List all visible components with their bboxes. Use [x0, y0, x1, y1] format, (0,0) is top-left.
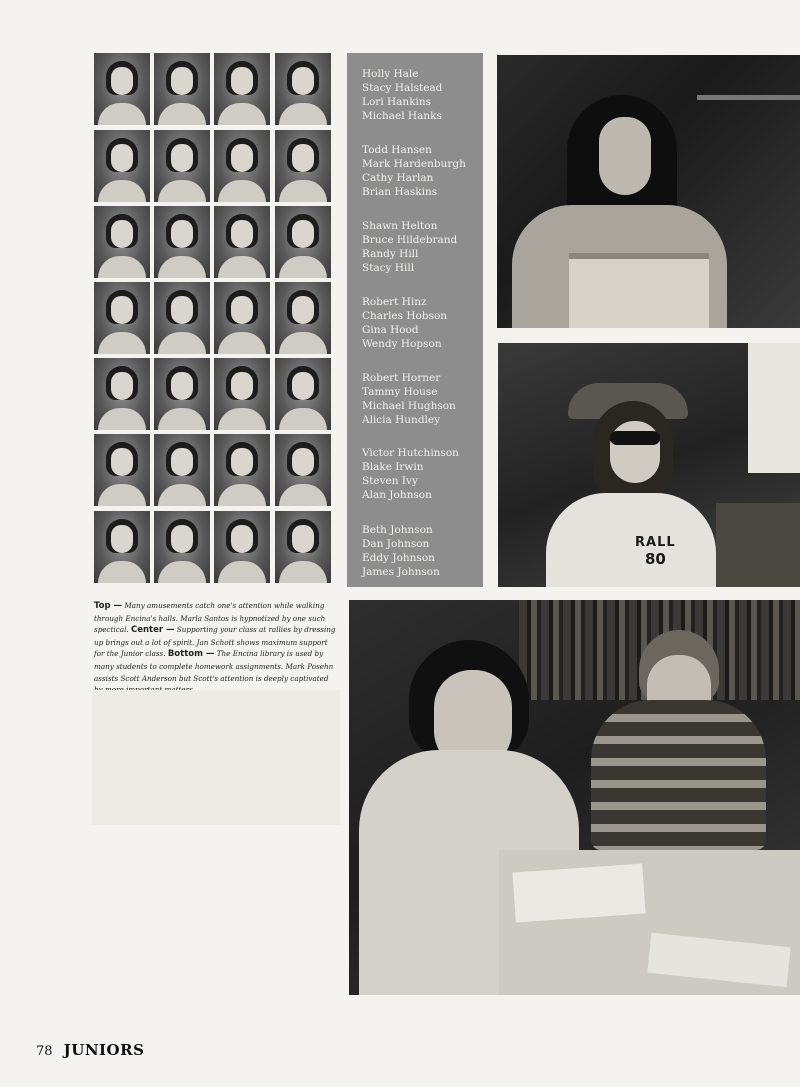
portrait [94, 206, 150, 278]
student-name: Beth Johnson [362, 524, 433, 536]
name-group [362, 144, 466, 200]
names-panel [347, 53, 483, 587]
photo-caption [94, 600, 338, 696]
portrait [275, 130, 331, 202]
caption-top-label: Top — [94, 601, 123, 611]
student-name: Stacy Hill [362, 261, 415, 274]
caption-bottom-label: Bottom — [167, 649, 215, 660]
portrait [154, 53, 210, 125]
name-group [362, 372, 456, 428]
caption-bottom-text: The Encina library is used by many students to complete homework assignments. Mark Posehn assists Scott Anderson but Scott's attention is deeply captivated [94, 649, 334, 683]
student-name: Randy Hill [362, 247, 419, 260]
caption-top-text: Many amusements catch one's attention while walking through Encina's halls. Marla Santos is hypnotized by one such spectical. [94, 601, 326, 635]
student-name: Mark Hardenburgh [362, 157, 466, 170]
student-name: Alan Johnson [362, 488, 432, 501]
portrait [214, 282, 270, 354]
portrait [275, 53, 331, 125]
student-name: Robert Horner [362, 372, 441, 384]
portrait [214, 206, 270, 278]
student-name: Michael Hanks [362, 109, 442, 122]
section-title: JUNIORS [63, 1041, 145, 1059]
student-name: Wendy Hopson [362, 337, 442, 350]
portrait [214, 358, 270, 430]
jersey-lettering: RALL [635, 535, 676, 550]
student-name: Shawn Helton [362, 220, 438, 232]
student-name: Charles Hobson [362, 309, 448, 322]
name-group [362, 220, 457, 276]
student-name: Todd Hansen [362, 144, 432, 156]
name-group [362, 296, 447, 352]
portrait [94, 358, 150, 430]
portrait [154, 282, 210, 354]
portrait [154, 358, 210, 430]
caption-center-label: Center — [130, 625, 175, 636]
portrait [154, 511, 210, 583]
portrait [154, 434, 210, 506]
page-folio [36, 1040, 144, 1059]
photo-bottom [349, 600, 800, 995]
portrait [214, 511, 270, 583]
portrait [275, 282, 331, 354]
portrait [275, 434, 331, 506]
portrait [214, 130, 270, 202]
portrait [214, 53, 270, 125]
student-name: Stacy Halstead [362, 81, 443, 94]
student-name: James Johnson [362, 565, 440, 578]
name-group [362, 447, 459, 503]
student-name: Lori Hankins [362, 95, 432, 108]
student-name: Alicia Hundley [362, 413, 441, 426]
portrait [94, 511, 150, 583]
portrait [275, 358, 331, 430]
student-name: Eddy Johnson [362, 551, 435, 564]
portrait [94, 130, 150, 202]
student-name: Gina Hood [362, 323, 419, 336]
student-name: Tammy House [362, 385, 438, 398]
portrait [214, 434, 270, 506]
student-name: Cathy Harlan [362, 171, 434, 184]
portrait-grid [94, 53, 336, 585]
portrait [154, 206, 210, 278]
student-name: Michael Hughson [362, 399, 456, 412]
portrait [275, 206, 331, 278]
portrait [94, 434, 150, 506]
student-name: Victor Hutchinson [362, 447, 459, 459]
portrait [275, 511, 331, 583]
student-name: Dan Johnson [362, 537, 430, 550]
photo-top [497, 55, 800, 328]
student-name: Brian Haskins [362, 185, 438, 198]
portrait [154, 130, 210, 202]
name-group [362, 524, 440, 580]
name-group [362, 68, 442, 124]
student-name: Steven Ivy [362, 474, 418, 487]
student-name: Bruce Hildebrand [362, 233, 458, 246]
caption-center-text: Supporting your class at rallies by dressing up brings out a lot of spirit. Jan Schott shows maximum support for the Junior class. [94, 625, 336, 659]
portrait [94, 53, 150, 125]
student-name: Blake Irwin [362, 460, 424, 473]
blank-area [92, 690, 340, 825]
student-name: Robert Hinz [362, 296, 427, 308]
portrait [94, 282, 150, 354]
jersey-number: 80 [645, 550, 666, 568]
student-name: Holly Hale [362, 68, 419, 80]
page-number: 78 [36, 1044, 53, 1059]
